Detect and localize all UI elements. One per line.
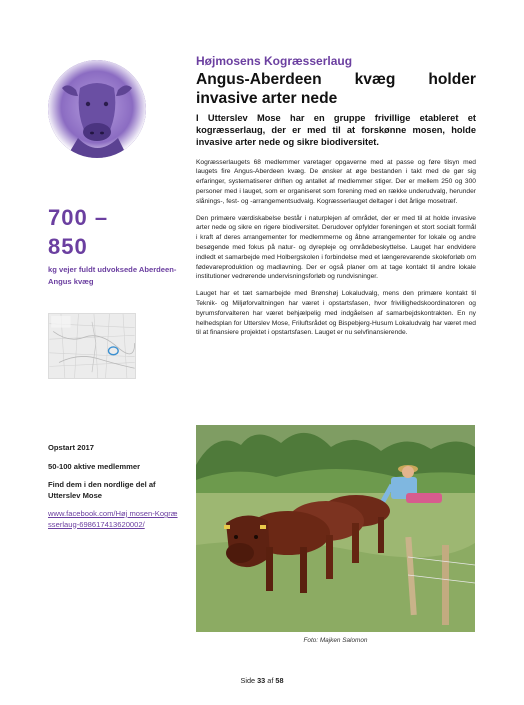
stat-caption: kg vejer fuldt udvoksede Aberdeen-Angus kvæg <box>48 265 177 286</box>
facts-list <box>48 443 178 530</box>
stat-number-line1: 700 – <box>48 205 109 230</box>
cow-portrait-image <box>48 60 146 158</box>
footer-prefix: Side <box>240 676 258 685</box>
article-kicker: Højmosens Kogræsserlaug <box>196 54 353 68</box>
article-headline: Angus-Aberdeen kvæg holder invasive arter nede <box>196 71 476 107</box>
article-paragraph-2: Den primære værdiskabelse består i naturplejen af området, der er med til at holde invasive arter nede og sikre en rigere biodiversitet. Derudover opfylder foreningen et stort socialt formål i kraft af deres arrangementer for medlemmerne og åbne arrangementer for lokale og andre besøgende med fokus på natur- og dyrepleje og områdebeskyttelse. Lauget har endvidere indledt et samarbejde med Holbergskolen i forbindelse med et længerevarende skoleforløb om fødevareproduktion og madlavning. Der er også planer om at tage kontakt til andre lokale institutioner vedrørende undervisningsforløb og rundvisninger. <box>196 214 476 281</box>
article <box>196 53 476 338</box>
footer-page-total: 58 <box>275 676 284 685</box>
fact-start: Opstart 2017 <box>48 443 95 452</box>
photo-credit: Foto: Majken Salomon <box>303 637 368 644</box>
stat-number-line2: 850 <box>48 234 88 259</box>
stat-number <box>48 203 108 261</box>
facebook-link[interactable]: www.facebook.com/Høj mosen-Kogræsserlaug-698617413620002/ <box>48 509 178 529</box>
fact-location: Find dem i den nordlige del af Utterslev Mose <box>48 480 156 500</box>
article-paragraph-3: Lauget har et tæt samarbejde med Brønshøj Lokaludvalg, mens den primære kontakt til Teknik- og Miljøforvaltningen har været i opstartsfasen, hvor frivillighedskoordinatoren og byrumsforvalteren har været behjælpelig med indgåelsen af samarbejdskontrakten. En ny helhedsplan for Utterslev Mose, Friluftsrådet og Bispebjerg-Husum Lokaludvalg har været med til at finansiere projektet i opstartsfasen. Lauget er nu selvfinansierende. <box>196 290 476 337</box>
location-map <box>48 313 136 379</box>
footer-mid: af <box>265 676 276 685</box>
article-body <box>196 158 476 339</box>
footer-page-number: 33 <box>257 676 266 685</box>
article-paragraph-1: Kogræsserlaugets 68 medlemmer varetager opgaverne med at passe og føre tilsyn med laugets fire Angus-Aberdeen kvæg. De ønsker at øge bestanden i takt med de gør sig erfaringer, systematiserer driften og antallet af medlemmer stiger. Der er mellem 250 og 300 personer med i lauget, som er organiseret som forening med en række underudvalg, herunder slånings-, fest- og -arrangementsudvalg. Kogræsserlauget deltager i det årlige mosetræf. <box>196 158 476 205</box>
cattle-photo <box>196 425 475 632</box>
page-footer <box>0 676 524 685</box>
fact-members: 50-100 aktive medlemmer <box>48 461 141 471</box>
article-lead: I Utterslev Mose har en gruppe frivillige etableret et kogræsserlaug, der er med til at forskønne mosen, holde invasive arter nede og sikre biodiversitet. <box>196 113 476 148</box>
